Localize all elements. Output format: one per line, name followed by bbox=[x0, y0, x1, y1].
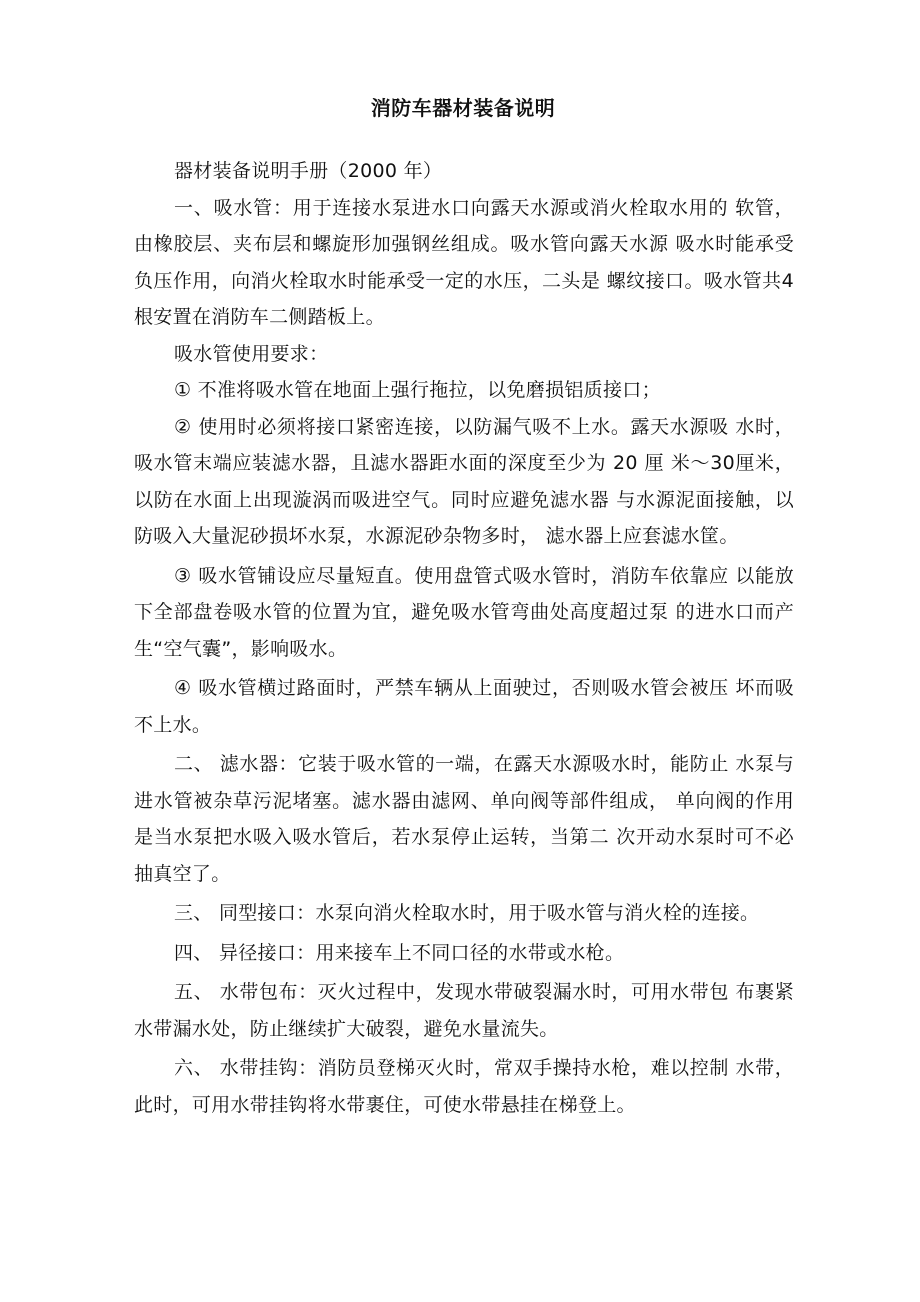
paragraph-requirement-2: ② 使用时必须将接口紧密连接，以防漏气吸不上水。露天水源吸 水时，吸水管末端应装滤水器，且滤水器距水面的深度至少为 20 厘 米〜30厘米，以防在水面上出现漩涡而吸进空气。同时应避免滤水器 与水源泥面接触，以防吸入大量泥砂损坏水泵，水源泥砂杂物多时， 滤水器上应套滤水筐。 bbox=[134, 415, 794, 547]
paragraph-same-type-coupling: 三、 同型接口：水泵向消火栓取水时，用于吸水管与消火栓的连接。 bbox=[174, 902, 760, 924]
paragraph-hose-wrap: 五、 水带包布：灭火过程中，发现水带破裂漏水时，可用水带包 布裹紧水带漏水处，防止继续扩大破裂，避免水量流失。 bbox=[134, 981, 794, 1040]
paragraph-requirement-4: ④ 吸水管横过路面时，严禁车辆从上面驶过，否则吸水管会被压 坏而吸不上水。 bbox=[134, 677, 794, 736]
paragraph-strainer: 二、 滤水器：它装于吸水管的一端，在露天水源吸水时，能防止 水泵与进水管被杂草污泥堵塞。滤水器由滤网、单向阀等部件组成， 单向阀的作用是当水泵把水吸入吸水管后，若水泵停止运转，当第二 次开动水泵时可不必抽真空了。 bbox=[134, 753, 794, 885]
paragraph-hose-hook: 六、 水带挂钩：消防员登梯灭火时，常双手操持水枪，难以控制 水带，此时，可用水带挂钩将水带裹住，可使水带悬挂在梯登上。 bbox=[134, 1057, 794, 1116]
paragraph-requirement-1: ① 不准将吸水管在地面上强行拖拉，以免磨损铝质接口； bbox=[174, 379, 661, 401]
paragraph-requirement-3: ③ 吸水管铺设应尽量短直。使用盘管式吸水管时，消防车依靠应 以能放下全部盘卷吸水管的位置为宜，避免吸水管弯曲处高度超过泵 的进水口而产生“空气囊”，影响吸水。 bbox=[134, 564, 794, 660]
document-title: 消防车器材装备说明 bbox=[370, 96, 556, 120]
paragraph-manual-heading: 器材装备说明手册（2000 年） bbox=[174, 160, 443, 182]
document-body bbox=[134, 153, 794, 1123]
paragraph-reducer-coupling: 四、 异径接口：用来接车上不同口径的水带或水枪。 bbox=[174, 941, 625, 964]
paragraph-suction-hose: 一、吸水管：用于连接水泵进水口向露天水源或消火栓取水用的 软管，由橡胶层、夹布层和螺旋形加强钢丝组成。吸水管向露天水源 吸水时能承受负压作用，向消火栓取水时能承受一定的水压，二头是 螺纹接口。吸水管共4 根安置在消防车二侧踏板上。 bbox=[134, 196, 794, 328]
paragraph-suction-hose-requirements: 吸水管使用要求： bbox=[174, 342, 329, 365]
